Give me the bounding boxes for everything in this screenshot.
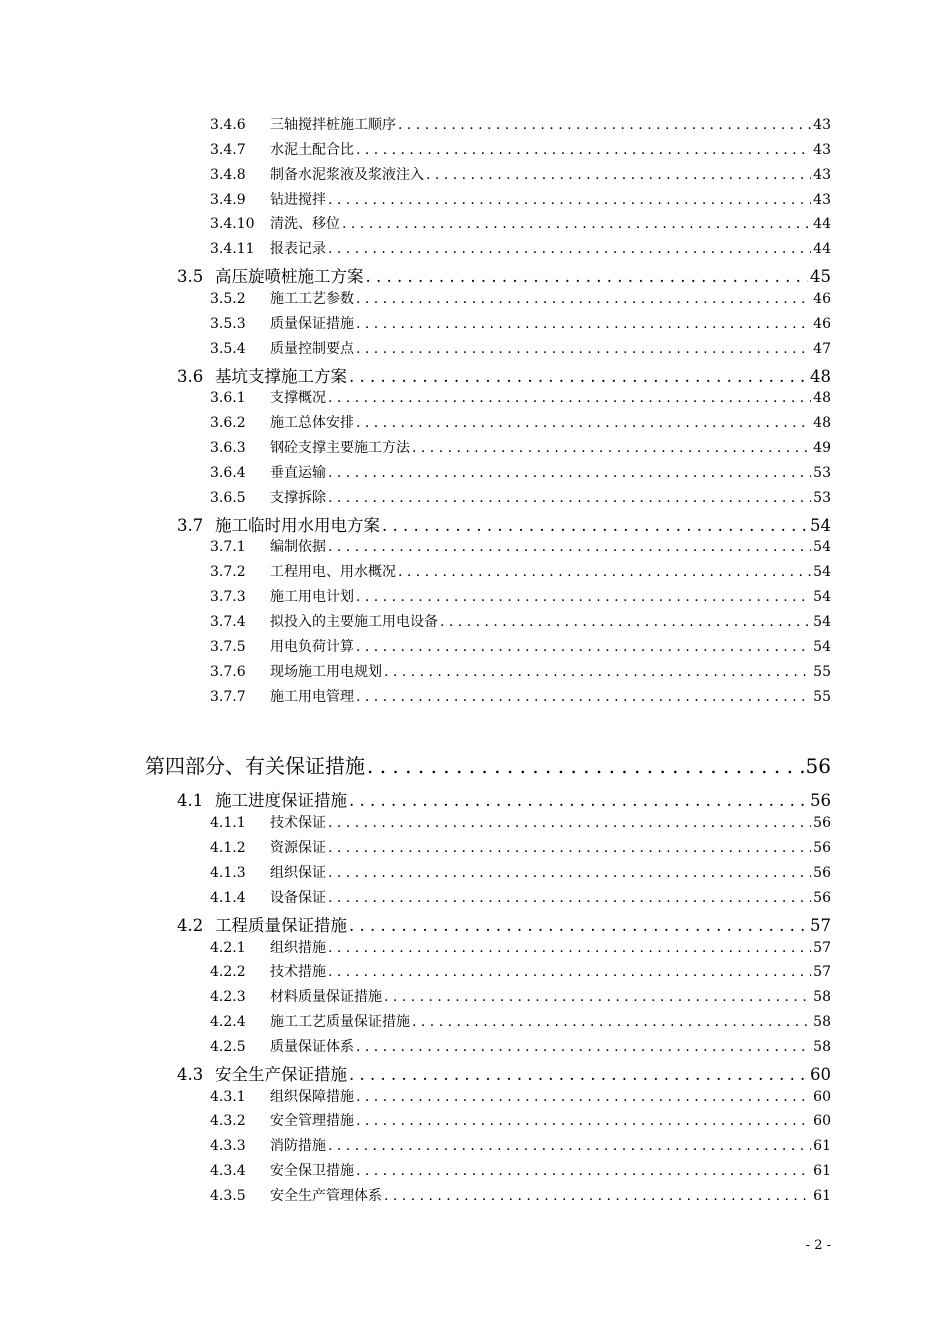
toc-entry-title: 安全保卫措施 bbox=[270, 1163, 354, 1180]
toc-dot-leader bbox=[384, 989, 811, 1005]
toc-entry-label bbox=[210, 961, 326, 981]
toc-entry-number: 3.6.5 bbox=[210, 489, 246, 506]
toc-page-number: 60 bbox=[810, 1064, 831, 1084]
toc-subsection-entry[interactable] bbox=[210, 313, 831, 333]
toc-entry-number: 4.2 bbox=[177, 915, 204, 935]
toc-subsection-entry[interactable] bbox=[210, 961, 831, 981]
toc-page-number: 49 bbox=[813, 440, 831, 457]
toc-section-entry[interactable] bbox=[177, 912, 831, 936]
toc-page-number: 57 bbox=[813, 939, 831, 956]
toc-entry-title: 施工工艺参数 bbox=[270, 290, 354, 307]
toc-page-number: 43 bbox=[813, 166, 831, 183]
toc-subsection-entry[interactable] bbox=[210, 536, 831, 556]
toc-entry-title: 拟投入的主要施工用电设备 bbox=[270, 614, 438, 630]
toc-entry-number: 4.2.4 bbox=[210, 1014, 246, 1031]
toc-entry-label bbox=[210, 536, 326, 556]
toc-page-number: 44 bbox=[813, 216, 831, 233]
toc-section-entry[interactable] bbox=[177, 1061, 831, 1085]
toc-entry-title: 安全管理措施 bbox=[270, 1113, 354, 1130]
toc-entry-number: 4.2.3 bbox=[210, 989, 246, 1006]
toc-subsection-entry[interactable] bbox=[210, 661, 831, 681]
toc-entry-label bbox=[210, 686, 354, 706]
toc-entry-title: 施工用电管理 bbox=[270, 688, 354, 705]
toc-entry-label bbox=[210, 636, 354, 656]
toc-dot-leader bbox=[426, 167, 811, 183]
toc-entry-label bbox=[210, 462, 326, 482]
toc-entry-title: 组织保证 bbox=[270, 864, 326, 881]
toc-dot-leader bbox=[349, 367, 808, 386]
toc-entry-title: 质量保证措施 bbox=[270, 315, 354, 332]
toc-dot-leader bbox=[384, 1188, 811, 1204]
toc-dot-leader bbox=[367, 754, 804, 778]
toc-dot-leader bbox=[356, 639, 811, 655]
toc-entry-label bbox=[177, 1061, 347, 1085]
toc-entry-label bbox=[210, 1185, 382, 1205]
toc-subsection-entry[interactable] bbox=[210, 686, 831, 706]
toc-entry-label bbox=[177, 263, 364, 287]
toc-page-number: 56 bbox=[805, 754, 831, 779]
toc-subsection-entry[interactable] bbox=[210, 937, 831, 957]
toc-page-number: 60 bbox=[813, 1088, 831, 1105]
toc-entry-label bbox=[210, 164, 424, 184]
toc-page-number: 48 bbox=[813, 390, 831, 407]
toc-page-number: 57 bbox=[810, 915, 831, 935]
toc-dot-leader bbox=[384, 664, 811, 680]
toc-entry-number: 3.6.2 bbox=[210, 415, 246, 432]
toc-subsection-entry[interactable] bbox=[210, 586, 831, 606]
toc-dot-leader bbox=[342, 216, 811, 232]
toc-subsection-entry[interactable] bbox=[210, 462, 831, 482]
toc-subsection-entry[interactable] bbox=[210, 1011, 831, 1031]
toc-dot-leader bbox=[328, 241, 811, 257]
toc-dot-leader bbox=[356, 291, 811, 307]
toc-dot-leader bbox=[328, 490, 811, 506]
toc-entry-number: 4.2.2 bbox=[210, 964, 246, 981]
toc-dot-leader bbox=[328, 1138, 811, 1154]
toc-entry-label bbox=[210, 812, 326, 832]
toc-entry-number: 3.7.3 bbox=[210, 589, 246, 606]
toc-dot-leader bbox=[328, 390, 811, 406]
toc-entry-title: 质量保证体系 bbox=[270, 1038, 354, 1055]
toc-page-number: 43 bbox=[813, 191, 831, 208]
toc-entry-title: 钻进搅拌 bbox=[270, 191, 326, 208]
toc-entry-title: 制备水泥浆液及浆液注入 bbox=[270, 166, 424, 183]
toc-dot-leader bbox=[349, 1065, 808, 1084]
toc-entry-label bbox=[210, 412, 354, 432]
toc-subsection-entry[interactable] bbox=[210, 238, 831, 258]
toc-entry-label bbox=[177, 787, 347, 811]
toc-entry-number: 4.1.3 bbox=[210, 864, 246, 881]
toc-entry-title: 清洗、移位 bbox=[270, 216, 340, 233]
toc-dot-leader bbox=[356, 415, 811, 431]
toc-page-number: 60 bbox=[813, 1113, 831, 1130]
toc-entry-number: 3.7.1 bbox=[210, 539, 246, 556]
toc-entry-title: 工程质量保证措施 bbox=[215, 915, 347, 935]
toc-dot-leader bbox=[412, 440, 811, 456]
toc-entry-number: 3.7.4 bbox=[210, 614, 246, 630]
toc-dot-leader bbox=[328, 865, 811, 881]
toc-dot-leader bbox=[356, 1163, 811, 1179]
toc-entry-label bbox=[210, 189, 326, 209]
toc-entry-title: 基坑支撑施工方案 bbox=[215, 366, 347, 386]
toc-entry-label bbox=[177, 912, 347, 936]
toc-entry-label bbox=[210, 586, 354, 606]
toc-entry-title: 技术保证 bbox=[270, 815, 326, 832]
toc-entry-label bbox=[210, 238, 326, 258]
toc-entry-title: 垂直运输 bbox=[270, 464, 326, 481]
toc-entry-number: 3.7.2 bbox=[210, 564, 246, 581]
toc-dot-leader bbox=[328, 940, 811, 956]
toc-entry-title: 高压旋喷桩施工方案 bbox=[215, 267, 364, 287]
toc-entry-label bbox=[210, 387, 326, 407]
toc-entry-title: 设备保证 bbox=[270, 889, 326, 906]
toc-subsection-entry[interactable] bbox=[210, 139, 831, 159]
toc-page-number: 58 bbox=[813, 1038, 831, 1055]
toc-entry-number: 3.5.2 bbox=[210, 290, 246, 307]
toc-entry-number: 3.5 bbox=[177, 267, 204, 287]
toc-subsection-entry[interactable] bbox=[210, 412, 831, 432]
toc-entry-label bbox=[210, 487, 326, 507]
toc-section-entry[interactable] bbox=[177, 787, 831, 811]
toc-subsection-entry[interactable] bbox=[210, 1086, 831, 1106]
toc-entry-label bbox=[210, 313, 354, 333]
toc-page-number: 46 bbox=[813, 290, 831, 307]
toc-subsection-entry[interactable] bbox=[210, 561, 831, 581]
toc-entry-title: 材料质量保证措施 bbox=[270, 989, 382, 1006]
toc-section-entry[interactable] bbox=[177, 263, 831, 287]
toc-page-number: 43 bbox=[813, 117, 831, 133]
toc-dot-leader bbox=[328, 539, 811, 555]
toc-entry-number: 4.1 bbox=[177, 791, 204, 811]
toc-entry-title: 组织措施 bbox=[270, 939, 326, 956]
toc-dot-leader bbox=[356, 1113, 811, 1129]
toc-entry-label bbox=[210, 338, 354, 358]
toc-entry-number: 3.4.7 bbox=[210, 141, 246, 158]
toc-dot-leader bbox=[356, 589, 811, 605]
toc-entry-number: 4.3.5 bbox=[210, 1188, 246, 1204]
toc-subsection-entry[interactable] bbox=[210, 1110, 831, 1130]
toc-dot-leader bbox=[328, 964, 811, 980]
toc-entry-number: 3.6.3 bbox=[210, 440, 246, 457]
toc-subsection-entry[interactable] bbox=[210, 387, 831, 407]
toc-page-number: 47 bbox=[813, 340, 831, 357]
toc-page-number: 54 bbox=[813, 638, 831, 655]
toc-entry-label bbox=[177, 512, 380, 536]
toc-entry-title: 钢砼支撑主要施工方法 bbox=[270, 440, 410, 457]
toc-page-number: 56 bbox=[813, 840, 831, 857]
toc-entry-label bbox=[210, 288, 354, 308]
toc-entry-number: 3.5.3 bbox=[210, 315, 246, 332]
toc-subsection-entry[interactable] bbox=[210, 114, 831, 134]
toc-subsection-entry[interactable] bbox=[210, 1135, 831, 1155]
toc-page-number: 48 bbox=[813, 415, 831, 432]
toc-entry-label bbox=[210, 986, 382, 1006]
toc-dot-leader bbox=[328, 192, 811, 208]
toc-entry-label bbox=[210, 114, 396, 134]
toc-entry-label bbox=[210, 213, 340, 233]
toc-entry-title: 质量控制要点 bbox=[270, 340, 354, 357]
toc-dot-leader bbox=[398, 564, 811, 580]
toc-section-entry[interactable] bbox=[177, 512, 831, 536]
toc-entry-number: 3.4.10 bbox=[210, 216, 255, 233]
toc-entry-label bbox=[210, 611, 438, 631]
toc-dot-leader bbox=[349, 791, 808, 810]
toc-subsection-entry[interactable] bbox=[210, 986, 831, 1006]
toc-page-number: 54 bbox=[813, 614, 831, 630]
toc-dot-leader bbox=[440, 614, 811, 630]
toc-page-number: 58 bbox=[813, 989, 831, 1006]
toc-subsection-entry[interactable] bbox=[210, 164, 831, 184]
toc-dot-leader bbox=[356, 1039, 811, 1055]
toc-entry-title: 第四部分、有关保证措施 bbox=[145, 754, 365, 779]
toc-entry-number: 3.4.9 bbox=[210, 191, 246, 208]
toc-entry-number: 3.7.6 bbox=[210, 663, 246, 680]
toc-entry-title: 水泥土配合比 bbox=[270, 141, 354, 158]
toc-dot-leader bbox=[356, 142, 811, 158]
toc-dot-leader bbox=[412, 1014, 811, 1030]
toc-page-number: 44 bbox=[813, 241, 831, 258]
toc-entry-number: 4.2.1 bbox=[210, 939, 246, 956]
toc-dot-leader bbox=[328, 890, 811, 906]
toc-subsection-entry[interactable] bbox=[210, 1185, 831, 1205]
toc-subsection-entry[interactable] bbox=[210, 189, 831, 209]
toc-entry-label bbox=[210, 1011, 410, 1031]
toc-page-number: 55 bbox=[813, 688, 831, 705]
toc-entry-number: 4.3.2 bbox=[210, 1113, 246, 1130]
toc-subsection-entry[interactable] bbox=[210, 636, 831, 656]
toc-subsection-entry[interactable] bbox=[210, 812, 831, 832]
toc-subsection-entry[interactable] bbox=[210, 487, 831, 507]
toc-entry-label bbox=[210, 862, 326, 882]
toc-entry-title: 现场施工用电规划 bbox=[270, 663, 382, 680]
toc-page-number: 56 bbox=[813, 815, 831, 832]
toc-entry-number: 3.4.11 bbox=[210, 241, 255, 258]
toc-entry-title: 支撑概况 bbox=[270, 390, 326, 407]
toc-section-entry[interactable] bbox=[177, 363, 831, 387]
toc-subsection-entry[interactable] bbox=[210, 1160, 831, 1180]
toc-page-number: 54 bbox=[813, 539, 831, 556]
toc-entry-label bbox=[145, 750, 365, 779]
toc-page-number: 56 bbox=[813, 889, 831, 906]
toc-entry-title: 施工总体安排 bbox=[270, 415, 354, 432]
toc-entry-label bbox=[210, 1135, 326, 1155]
toc-entry-number: 3.6 bbox=[177, 366, 204, 386]
toc-entry-number: 4.3.4 bbox=[210, 1163, 246, 1180]
toc-dot-leader bbox=[382, 516, 808, 535]
toc-dot-leader bbox=[356, 341, 811, 357]
toc-entry-label bbox=[210, 887, 326, 907]
page-number: - 2 - bbox=[805, 1238, 831, 1253]
toc-dot-leader bbox=[356, 316, 811, 332]
toc-page-number: 57 bbox=[813, 964, 831, 981]
toc-entry-number: 3.7 bbox=[177, 515, 204, 535]
toc-entry-title: 资源保证 bbox=[270, 840, 326, 857]
toc-page-number: 61 bbox=[813, 1163, 831, 1180]
toc-entry-title: 组织保障措施 bbox=[270, 1088, 354, 1105]
toc-entry-label bbox=[210, 1086, 354, 1106]
toc-entry-title: 技术措施 bbox=[270, 964, 326, 981]
toc-entry-title: 施工用电计划 bbox=[270, 589, 354, 606]
toc-entry-number: 3.5.4 bbox=[210, 340, 246, 357]
toc-page-number: 46 bbox=[813, 315, 831, 332]
toc-page-number: 43 bbox=[813, 141, 831, 158]
toc-entry-title: 三轴搅拌桩施工顺序 bbox=[270, 117, 396, 133]
toc-entry-label bbox=[210, 1110, 354, 1130]
toc-page-number: 48 bbox=[810, 366, 831, 386]
toc-page-number: 56 bbox=[813, 864, 831, 881]
toc-dot-leader bbox=[349, 916, 808, 935]
toc-subsection-entry[interactable] bbox=[210, 611, 831, 631]
toc-page-number: 54 bbox=[810, 515, 831, 535]
toc-dot-leader bbox=[356, 689, 811, 705]
toc-entry-title: 用电负荷计算 bbox=[270, 638, 354, 655]
toc-entry-title: 报表记录 bbox=[270, 241, 326, 258]
toc-entry-title: 施工临时用水用电方案 bbox=[215, 515, 380, 535]
toc-entry-label bbox=[177, 363, 347, 387]
toc-subsection-entry[interactable] bbox=[210, 288, 831, 308]
toc-entry-number: 4.1.2 bbox=[210, 840, 246, 857]
toc-entry-label bbox=[210, 561, 396, 581]
toc-entry-number: 4.3.1 bbox=[210, 1088, 246, 1105]
toc-entry-number: 3.7.5 bbox=[210, 638, 246, 655]
toc-page-number: 54 bbox=[813, 564, 831, 581]
toc-dot-leader bbox=[356, 1089, 811, 1105]
toc-subsection-entry[interactable] bbox=[210, 437, 831, 457]
toc-entry-number: 3.6.1 bbox=[210, 390, 246, 407]
toc-page-number: 61 bbox=[813, 1138, 831, 1155]
toc-entry-label bbox=[210, 437, 410, 457]
toc-entry-title: 工程用电、用水概况 bbox=[270, 564, 396, 581]
toc-dot-leader bbox=[328, 465, 811, 481]
toc-entry-number: 4.1.4 bbox=[210, 889, 246, 906]
toc-entry-number: 4.2.5 bbox=[210, 1038, 246, 1055]
toc-page-number: 53 bbox=[813, 489, 831, 506]
toc-dot-leader bbox=[328, 840, 811, 856]
toc-entry-number: 4.3 bbox=[177, 1064, 204, 1084]
toc-dot-leader bbox=[328, 815, 811, 831]
toc-entry-title: 支撑拆除 bbox=[270, 489, 326, 506]
toc-entry-label bbox=[210, 139, 354, 159]
toc-entry-label bbox=[210, 837, 326, 857]
toc-subsection-entry[interactable] bbox=[210, 887, 831, 907]
toc-part-heading[interactable] bbox=[145, 750, 831, 779]
toc-subsection-entry[interactable] bbox=[210, 213, 831, 233]
toc-entry-number: 3.6.4 bbox=[210, 464, 246, 481]
toc-entry-number: 4.1.1 bbox=[210, 815, 246, 832]
toc-entry-number: 3.7.7 bbox=[210, 688, 246, 705]
toc-entry-label bbox=[210, 1160, 354, 1180]
toc-page-number: 58 bbox=[813, 1014, 831, 1031]
toc-entry-title: 编制依据 bbox=[270, 539, 326, 556]
toc-dot-leader bbox=[366, 267, 809, 286]
toc-page-number: 53 bbox=[813, 464, 831, 481]
toc-page-number: 61 bbox=[813, 1188, 831, 1204]
toc-entry-title: 消防措施 bbox=[270, 1138, 326, 1155]
toc-entry-number: 3.4.6 bbox=[210, 117, 246, 133]
toc-subsection-entry[interactable] bbox=[210, 338, 831, 358]
toc-entry-number: 3.4.8 bbox=[210, 166, 246, 183]
toc-subsection-entry[interactable] bbox=[210, 1036, 831, 1056]
toc-entry-title: 施工工艺质量保证措施 bbox=[270, 1014, 410, 1031]
toc-entry-label bbox=[210, 661, 382, 681]
toc-entry-title: 安全生产保证措施 bbox=[215, 1064, 347, 1084]
toc-subsection-entry[interactable] bbox=[210, 837, 831, 857]
toc-entry-label bbox=[210, 937, 326, 957]
toc-subsection-entry[interactable] bbox=[210, 862, 831, 882]
toc-page-number: 56 bbox=[810, 791, 831, 811]
toc-entry-title: 安全生产管理体系 bbox=[270, 1188, 382, 1204]
toc-dot-leader bbox=[398, 117, 811, 133]
toc-entry-title: 施工进度保证措施 bbox=[215, 791, 347, 811]
toc-page-number: 45 bbox=[810, 267, 831, 287]
toc-entry-label bbox=[210, 1036, 354, 1056]
toc-page-number: 55 bbox=[813, 663, 831, 680]
toc-page-number: 54 bbox=[813, 589, 831, 606]
toc-entry-number: 4.3.3 bbox=[210, 1138, 246, 1155]
